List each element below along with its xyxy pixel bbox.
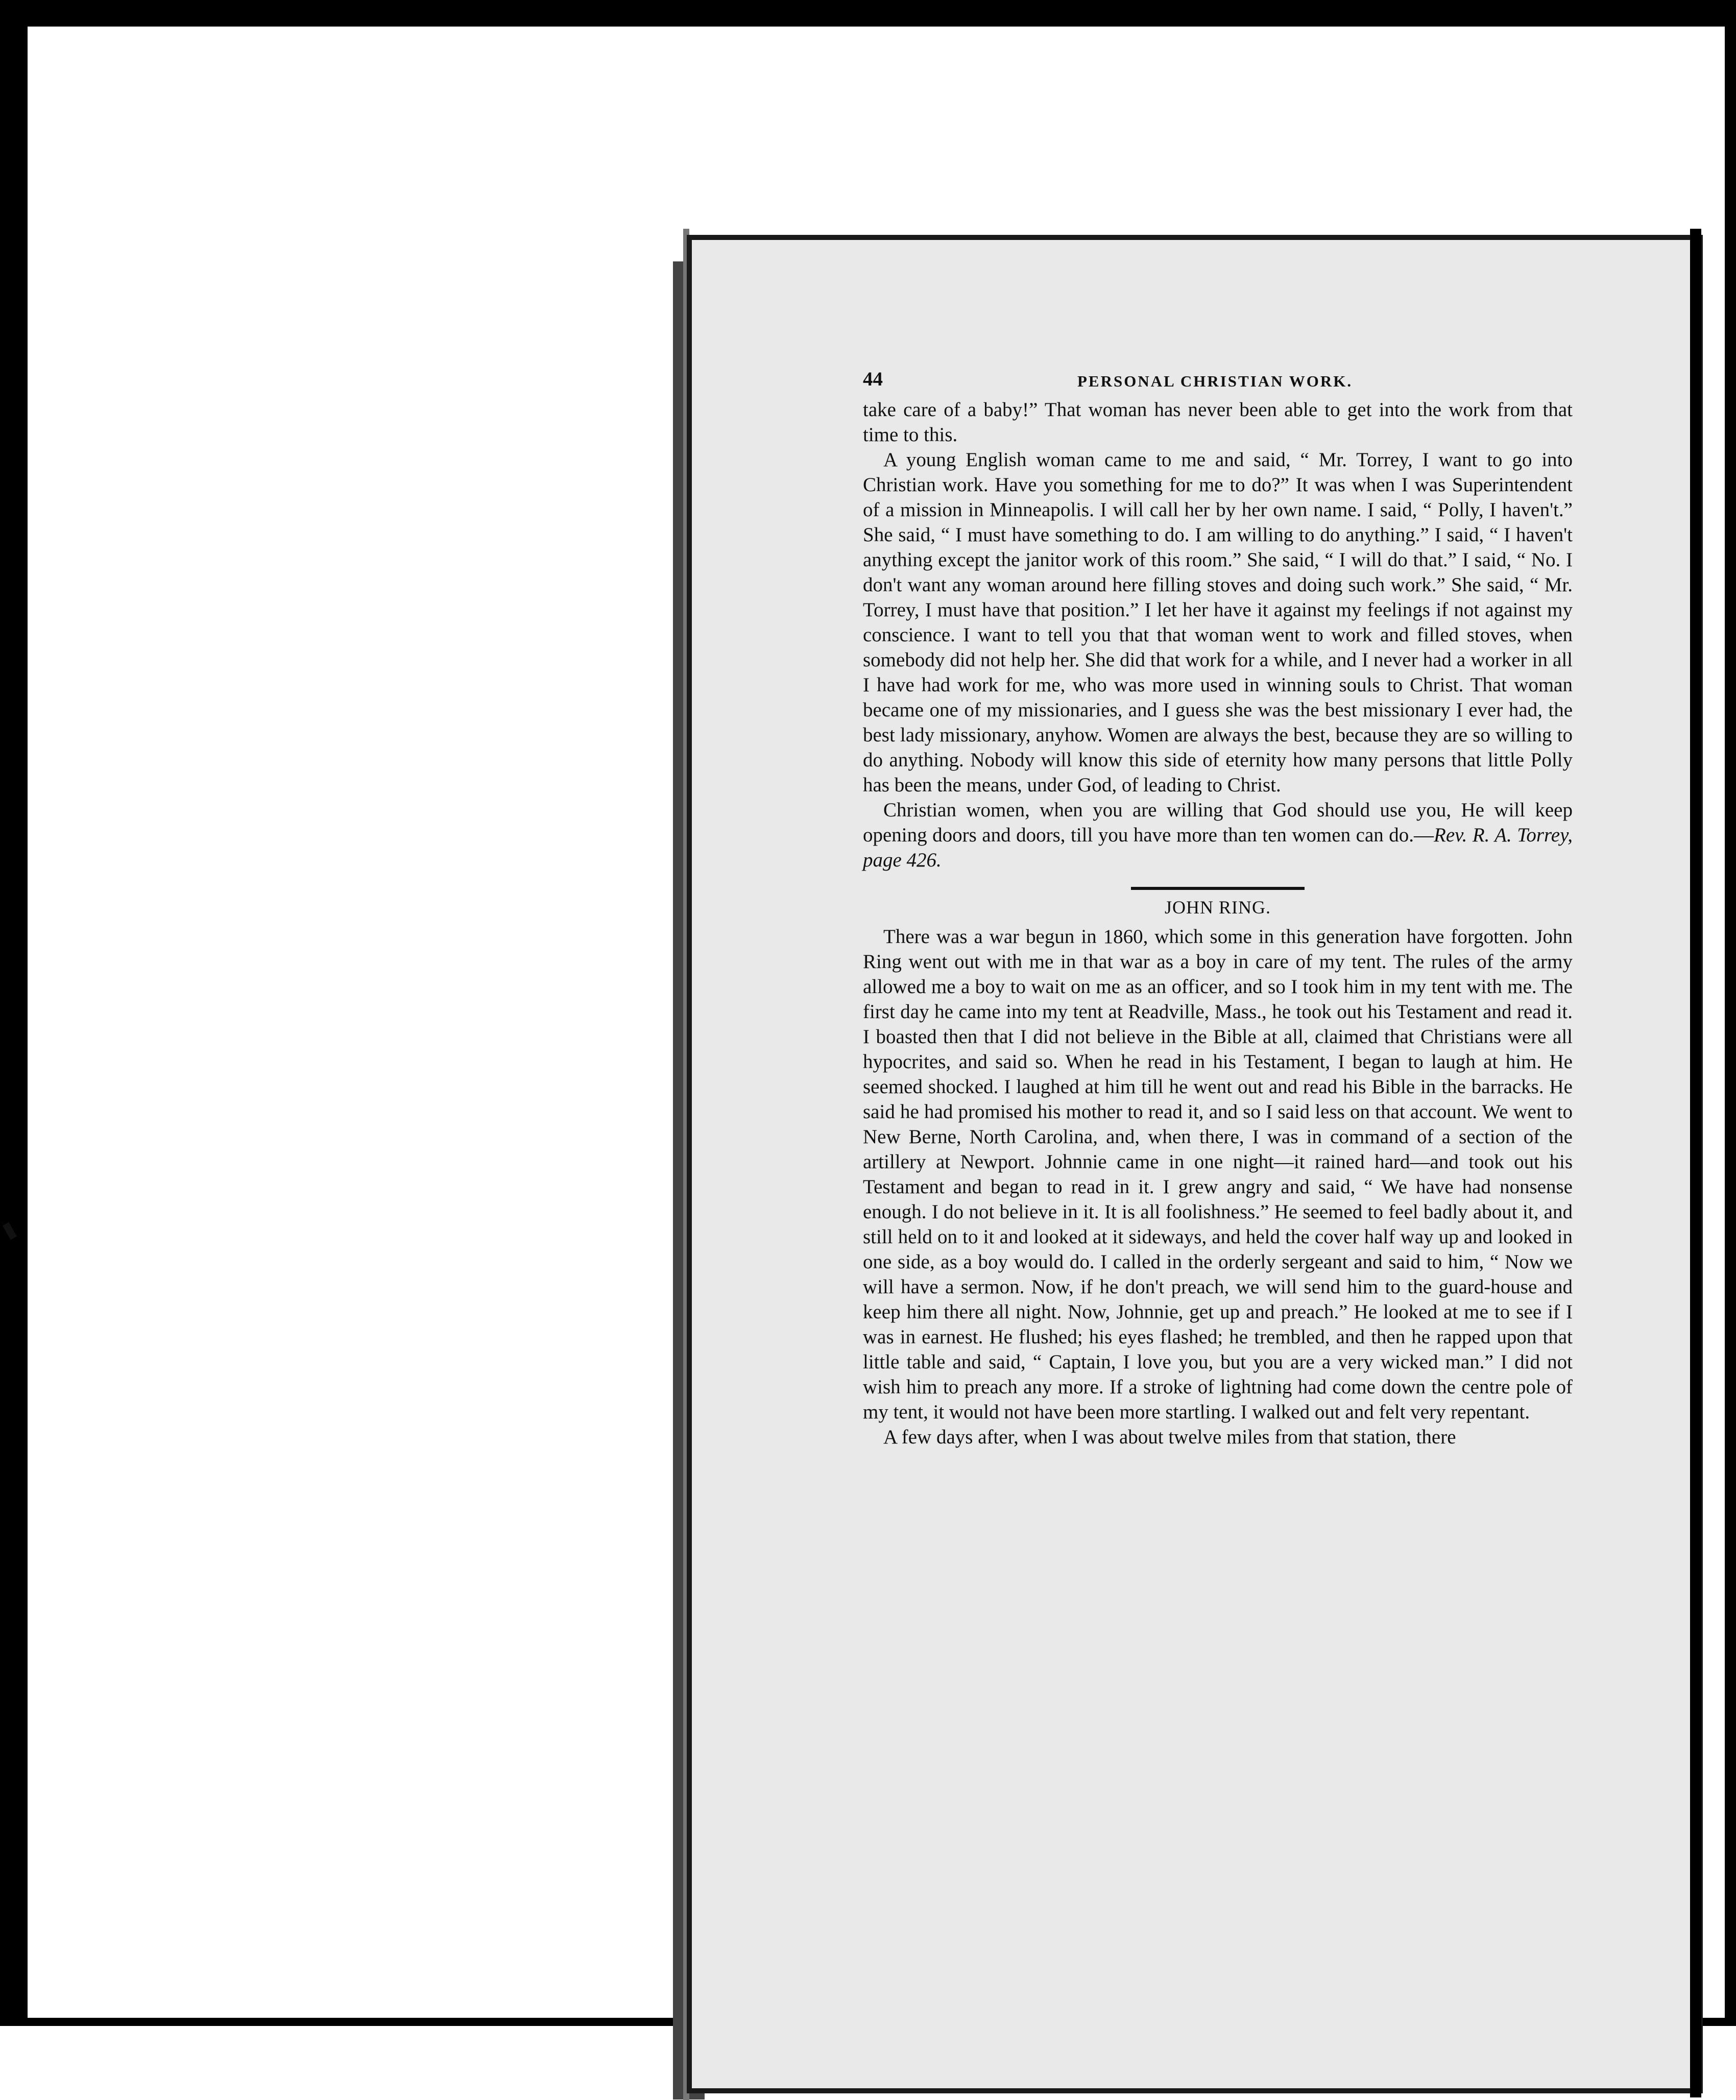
section-divider [1131,887,1305,890]
running-title: PERSONAL CHRISTIAN WORK. [1077,372,1353,390]
paragraph: A few days after, when I was about twelve miles from that station, there [883,1426,1456,1448]
scan-border-left [0,0,28,2026]
paragraph-text: Christian women, when you are willing that God should use you, He will keep opening doors and doors, till you have more than ten women can do.— [863,799,1573,846]
paragraph [863,798,1573,873]
page-text [863,367,1573,1450]
section-heading: JOHN RING. [1165,897,1271,918]
paragraph: There was a war begun in 1860, which some in this generation have forgotten. John Ring went out with me in that war as a boy in care of my tent. The rules of the army allowed me a boy to wait on me as an officer, and so I took him in my tent with me. The first day he came into my tent at Readville, Mass., he took out his Testament and read it. I boasted then that I did not believe in the Bible at all, claimed that Christians were all hypocrites, and said so. When he read in his Testament, I began to laugh at him. He seemed shocked. I laughed at him till he went out and read his Bible in the barracks. He said he had promised his mother to read it, and so I said less on that account. We went to New Berne, North Carolina, and, when there, I was in command of a section of the artillery at Newport. Johnnie came in one night—it rained hard—and took out his Testament and began to read in it. I grew angry and said, “ We have had nonsense enough. I do not believe in it. It is all foolishness.” He seemed to feel badly about it, and still held on to it and looked at it sideways, and held the cover half way up and looked in one side, as a boy would do. I called in the orderly sergeant and said to him, “ Now we will have a sermon. Now, if he don't preach, we will send him to the guard-house and keep him there all night. Now, Johnnie, get up and preach.” He looked at me to see if I was in earnest. He flushed; his eyes flashed; he trembled, and then he rapped upon that little table and said, “ Captain, I love you, but you are a very wicked man.” I did not wish him to preach any more. If a stroke of lightning had come down the centre pole of my tent, it would not have been more startling. I walked out and felt very repentant. [863,926,1573,1423]
paragraph: A young English woman came to me and said, “ Mr. Torrey, I want to go into Christian work. Have you something for me to do?” It was when I was Superintendent of a mission in Minneapolis. I will call her by her own name. I said, “ Polly, I haven't.” She said, “ I must have something to do. I am willing to do anything.” I said, “ I haven't anything except the janitor work of this room.” She said, “ I will do that.” I said, “ No. I don't want any woman around here filling stoves and doing such work.” She said, “ Mr. Torrey, I must have that position.” I let her have it against my feelings if not against my conscience. I want to tell you that that woman went to work and filled stoves, when somebody did not help her. She did that work for a while, and I never had a worker in all I have had work for me, who was more used in winning souls to Christ. That woman became one of my missionaries, and I guess she was the best missionary I ever had, the best lady missionary, anyhow. Women are always the best, because they are so willing to do anything. Nobody will know this side of eternity how many persons that little Polly has been the means, under God, of leading to Christ. [863,449,1573,796]
running-head [863,367,1573,397]
citation: Rev. R. A. Torrey, page 426. [863,824,1573,871]
book-spine [1690,229,1701,2097]
paragraph: take care of a baby!” That woman has never been able to get into the work from that time to this. [863,399,1573,446]
page-number: 44 [863,368,883,390]
scan-border-top [0,0,1736,27]
scan-border-right [1725,0,1736,2026]
